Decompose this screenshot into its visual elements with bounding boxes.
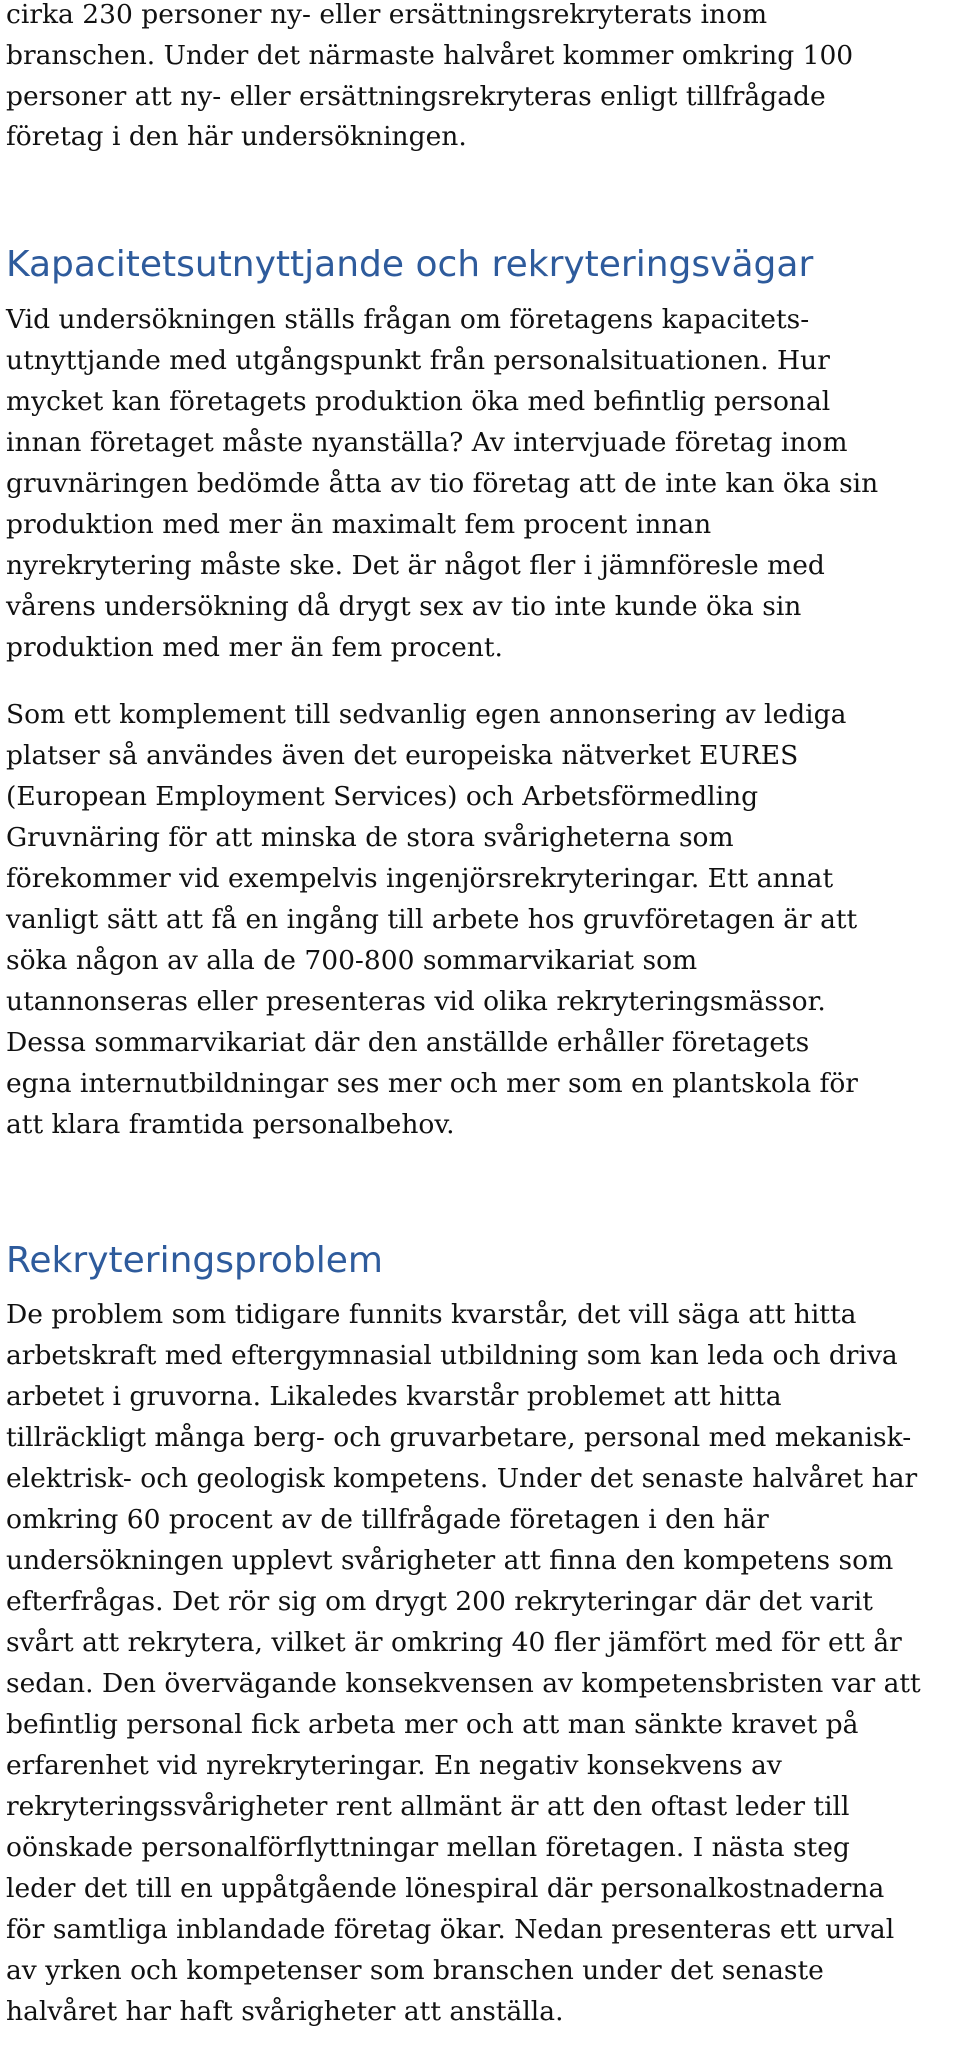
text-line: platser så användes även det europeiska nätverket EURES [6, 740, 799, 771]
text-line: arbetskraft med eftergymnasial utbildning som kan leda och driva [6, 1340, 898, 1371]
text-line: egna internutbildningar ses mer och mer som en plantskola för [6, 1068, 858, 1099]
text-line: Gruvnäring för att minska de stora svårigheterna som [6, 822, 734, 853]
text-line: företag i den här undersökningen. [6, 121, 467, 152]
text-line: tillräckligt många berg- och gruvarbetare, personal med mekanisk- [6, 1422, 912, 1453]
text-line: efterfrågas. Det rör sig om drygt 200 rekryteringar där det varit [6, 1586, 873, 1617]
text-line: Som ett komplement till sedvanlig egen annonsering av lediga [6, 699, 847, 730]
text-line: Dessa sommarvikariat där den anställde erhåller företagets [6, 1027, 810, 1058]
text-line: omkring 60 procent av de tillfrågade företagen i den här [6, 1504, 769, 1535]
text-line: nyrekrytering måste ske. Det är något fler i jämnföresle med [6, 550, 825, 581]
text-line: förekommer vid exempelvis ingenjörsrekryteringar. Ett annat [6, 863, 834, 894]
text-line: att klara framtida personalbehov. [6, 1109, 455, 1140]
text-line: produktion med mer än maximalt fem procent innan [6, 509, 712, 540]
text-line: av yrken och kompetenser som branschen under det senaste [6, 1955, 824, 1986]
section-heading-kapacitet: Kapacitetsutnyttjande och rekryteringsvägar [6, 244, 814, 285]
text-line: halvåret har haft svårigheter att anställa. [6, 1996, 564, 2027]
text-line: mycket kan företagets produktion öka med befintlig personal [6, 386, 831, 417]
text-line: gruvnäringen bedömde åtta av tio företag att de inte kan öka sin [6, 468, 879, 499]
text-line: utannonseras eller presenteras vid olika rekryteringsmässor. [6, 986, 826, 1017]
text-line: sedan. Den övervägande konsekvensen av kompetensbristen var att [6, 1668, 921, 1699]
text-line: för samtliga inblandade företag ökar. Nedan presenteras ett urval [6, 1914, 895, 1945]
text-line: De problem som tidigare funnits kvarstår, det vill säga att hitta [6, 1299, 857, 1330]
text-line: vårens undersökning då drygt sex av tio inte kunde öka sin [6, 591, 802, 622]
text-line: leder det till en uppåtgående lönespiral där personalkostnaderna [6, 1873, 885, 1904]
text-line: vanligt sätt att få en ingång till arbete hos gruvföretagen är att [6, 904, 858, 935]
text-line: personer att ny- eller ersättningsrekryteras enligt tillfrågade [6, 81, 826, 112]
text-line: rekryteringssvårigheter rent allmänt är att den oftast leder till [6, 1791, 850, 1822]
text-line: (European Employment Services) och Arbetsförmedling [6, 781, 759, 812]
section-heading-rekryteringsproblem: Rekryteringsproblem [6, 1240, 383, 1281]
text-line: branschen. Under det närmaste halvåret kommer omkring 100 [6, 40, 854, 71]
text-line: utnyttjande med utgångspunkt från personalsituationen. Hur [6, 345, 830, 376]
text-line: elektrisk- och geologisk kompetens. Under det senaste halvåret har [6, 1463, 918, 1494]
text-line: innan företaget måste nyanställa? Av intervjuade företag inom [6, 427, 848, 458]
text-line: produktion med mer än fem procent. [6, 632, 503, 663]
text-line: erfarenhet vid nyrekryteringar. En negativ konsekvens av [6, 1750, 782, 1781]
text-line: Vid undersökningen ställs frågan om företagens kapacitets- [6, 304, 810, 335]
text-line: cirka 230 personer ny- eller ersättningsrekryterats inom [6, 0, 768, 30]
text-line: oönskade personalförflyttningar mellan företagen. I nästa steg [6, 1832, 850, 1863]
text-line: undersökningen upplevt svårigheter att finna den kompetens som [6, 1545, 894, 1576]
text-line: arbetet i gruvorna. Likaledes kvarstår problemet att hitta [6, 1381, 782, 1412]
text-line: svårt att rekrytera, vilket är omkring 40 fler jämfört med för ett år [6, 1627, 902, 1658]
text-line: befintlig personal fick arbeta mer och att man sänkte kravet på [6, 1709, 859, 1740]
text-line: söka någon av alla de 700-800 sommarvikariat som [6, 945, 698, 976]
